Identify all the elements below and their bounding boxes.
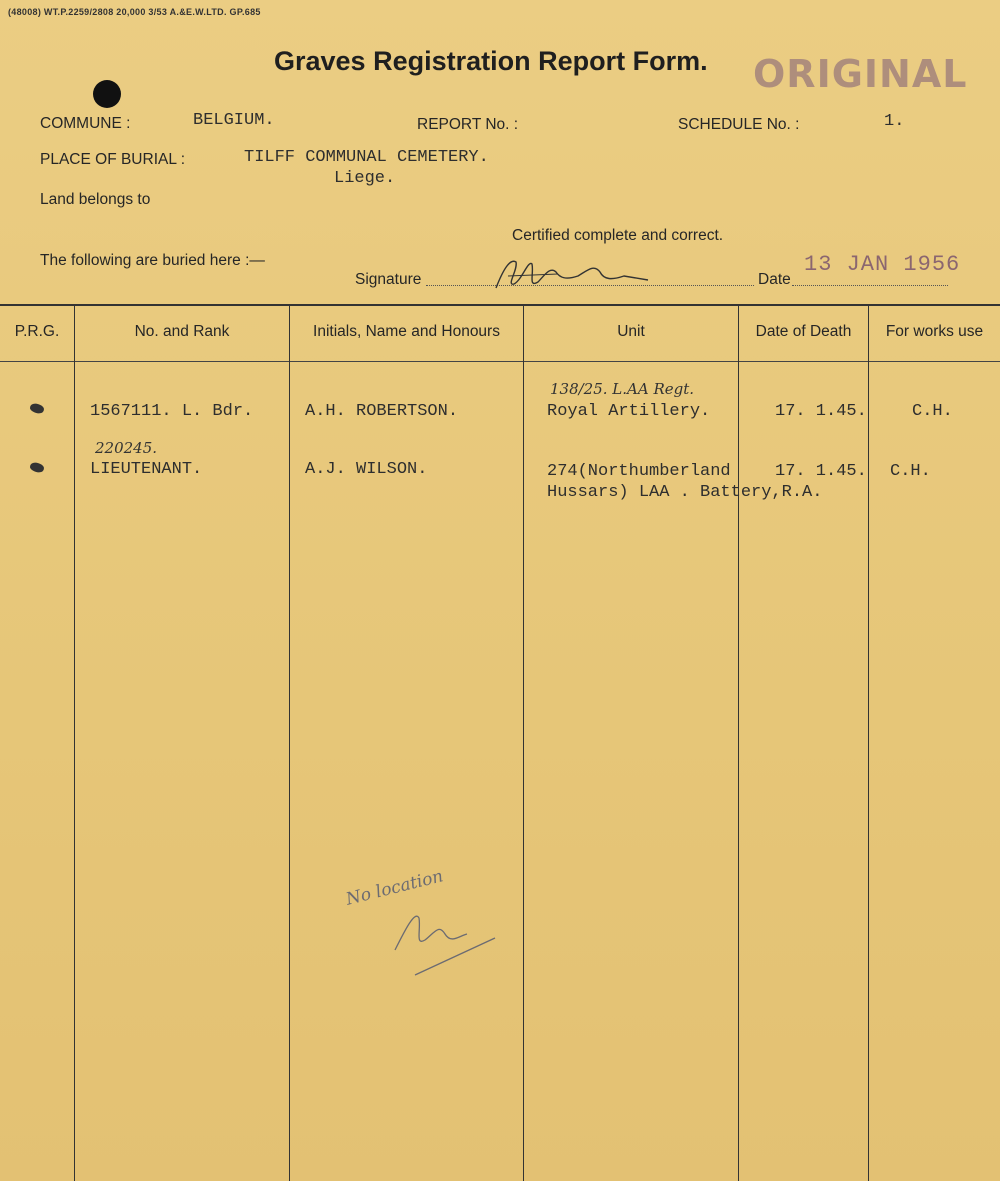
- row1-works: C.H.: [912, 402, 953, 421]
- row1-name: A.H. ROBERTSON.: [305, 402, 459, 421]
- place-value-line2: Liege.: [334, 169, 396, 188]
- column-divider-5: [868, 305, 869, 1181]
- land-label: Land belongs to: [40, 191, 151, 208]
- row1-date: 17. 1.45.: [775, 402, 867, 421]
- punch-hole: [93, 80, 121, 108]
- report-label: REPORT No. :: [417, 116, 519, 133]
- column-header-unit: Unit: [617, 323, 645, 340]
- column-header-name: Initials, Name and Honours: [313, 323, 500, 340]
- table-header-rule: [0, 361, 1000, 362]
- certified-label: Certified complete and correct.: [512, 227, 724, 244]
- row2-works: C.H.: [890, 462, 931, 481]
- row2-unit-line2: Hussars) LAA . Battery,R.A.: [547, 483, 823, 502]
- pencil-initials: [385, 900, 505, 980]
- row2-unit: 274(Northumberland: [547, 462, 731, 481]
- column-header-works-use: For works use: [885, 323, 984, 340]
- date-stamp: 13 JAN 1956: [804, 252, 961, 277]
- commune-value: BELGIUM.: [193, 111, 275, 130]
- row2-no-rank: LIEUTENANT.: [90, 460, 203, 479]
- place-label: PLACE OF BURIAL :: [40, 151, 185, 168]
- column-divider-2: [289, 305, 290, 1181]
- row1-no-rank: 1567111. L. Bdr.: [90, 402, 254, 421]
- signature-image: [488, 250, 658, 295]
- date-label: Date: [758, 271, 791, 288]
- prg-tick-mark: [29, 461, 45, 474]
- pencil-note: No location: [344, 866, 446, 910]
- print-code: (48008) WT.P.2259/2808 20,000 3/53 A.&E.W.LTD. GP.685: [8, 7, 261, 17]
- column-divider-3: [523, 305, 524, 1181]
- form-title: Graves Registration Report Form.: [274, 46, 708, 76]
- prg-tick-mark: [29, 402, 45, 415]
- row2-name: A.J. WILSON.: [305, 460, 428, 479]
- date-line: [792, 285, 948, 286]
- place-value-line1: TILFF COMMUNAL CEMETERY.: [244, 148, 489, 167]
- row1-unit: Royal Artillery.: [547, 402, 711, 421]
- row1-unit-note: 138/25. L.AA Regt.: [550, 380, 695, 398]
- buried-label: The following are buried here :—: [40, 252, 265, 269]
- signature-label: Signature: [355, 271, 422, 288]
- column-header-date-of-death: Date of Death: [755, 323, 852, 340]
- table-top-rule: [0, 304, 1000, 306]
- column-header-no-rank: No. and Rank: [134, 323, 230, 340]
- schedule-label: SCHEDULE No. :: [678, 116, 800, 133]
- commune-label: COMMUNE :: [40, 115, 131, 132]
- column-divider-1: [74, 305, 75, 1181]
- column-divider-4: [738, 305, 739, 1181]
- row2-date: 17. 1.45.: [775, 462, 867, 481]
- row2-no-note: 220245.: [95, 439, 158, 457]
- original-stamp: ORIGINAL: [753, 52, 968, 96]
- column-header-prg: P.R.G.: [14, 323, 60, 340]
- schedule-value: 1.: [884, 112, 905, 131]
